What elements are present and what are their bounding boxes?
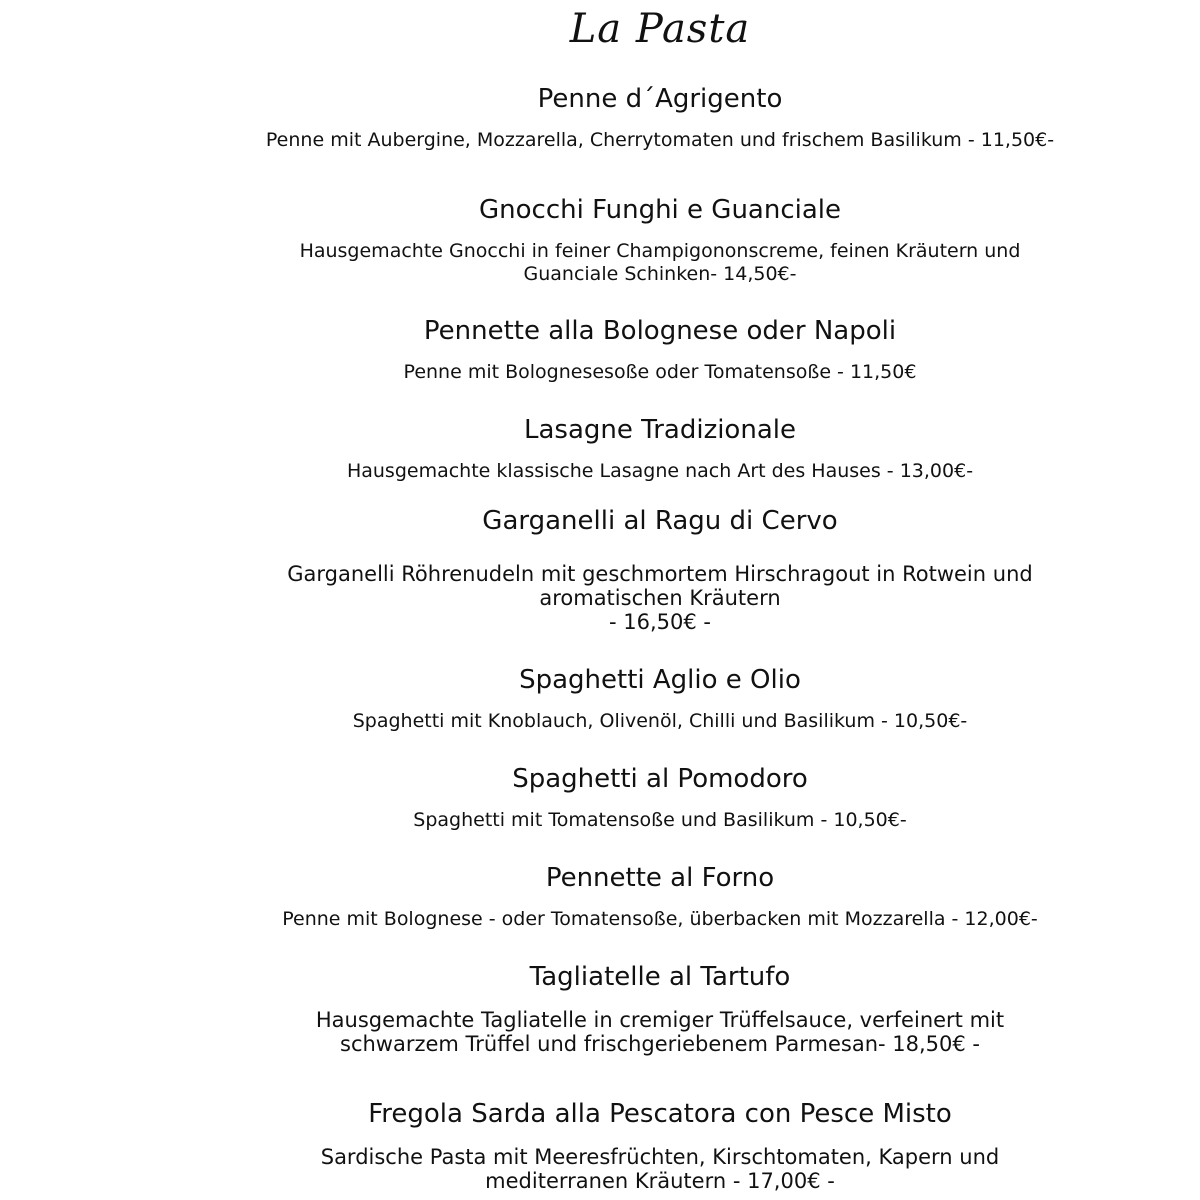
dish-description: [60, 1008, 1200, 1056]
dish-name: Fregola Sarda alla Pescatora con Pesce Misto: [368, 1099, 952, 1129]
dish-description: [60, 361, 1200, 384]
dish-description: [60, 562, 1200, 634]
dish-name: Tagliatelle al Tartufo: [529, 962, 791, 992]
dish-description-line: Garganelli Röhrenudeln mit geschmortem Hirschragout in Rotwein und: [287, 562, 1033, 586]
dish-name: Garganelli al Ragu di Cervo: [482, 506, 838, 536]
dish-description: [60, 129, 1200, 152]
dish-description: [60, 710, 1200, 733]
dish-name: Gnocchi Funghi e Guanciale: [478, 195, 842, 225]
dish-description: [60, 908, 1200, 931]
dish-description-line: Spaghetti mit Knoblauch, Olivenöl, Chilli und Basilikum - 10,50€-: [352, 710, 968, 732]
dish-description-line: aromatischen Kräutern: [539, 586, 781, 610]
dish-description: [60, 1145, 1200, 1193]
dish-name: Pennette al Forno: [545, 863, 775, 893]
dish-name: Spaghetti al Pomodoro: [512, 764, 808, 794]
dish-name: Lasagne Tradizionale: [524, 415, 796, 445]
dish-description-line: mediterranen Kräutern - 17,00€ -: [485, 1169, 835, 1193]
dish-name: Pennette alla Bolognese oder Napoli: [423, 316, 897, 346]
dish-description-line: Penne mit Bolognese - oder Tomatensoße, überbacken mit Mozzarella - 12,00€-: [282, 908, 1038, 930]
dish-description-line: Penne mit Bolognesesoße oder Tomatensoße - 11,50€: [403, 361, 917, 383]
dish-description: [60, 460, 1200, 483]
dish-description-line: Hausgemachte klassische Lasagne nach Art des Hauses - 13,00€-: [346, 460, 974, 482]
page-title: La Pasta: [569, 6, 751, 52]
dish-description: [60, 809, 1200, 832]
dish-description-line: Hausgemachte Gnocchi in feiner Champigononscreme, feinen Kräutern und: [299, 240, 1021, 262]
dish-description-line: Hausgemachte Tagliatelle in cremiger Trüffelsauce, verfeinert mit: [315, 1008, 1005, 1032]
dish-description-line: Sardische Pasta mit Meeresfrüchten, Kirschtomaten, Kapern und: [320, 1145, 1000, 1169]
dish-name: Spaghetti Aglio e Olio: [519, 665, 801, 695]
dish-description-line: - 16,50€ -: [609, 610, 711, 634]
dish-description-line: schwarzem Trüffel und frischgeriebenem Parmesan- 18,50€ -: [340, 1032, 980, 1056]
dish-description-line: Guanciale Schinken- 14,50€-: [523, 263, 797, 285]
dish-description-line: Penne mit Aubergine, Mozzarella, Cherrytomaten und frischem Basilikum - 11,50€-: [265, 129, 1055, 151]
dish-name: Penne d´Agrigento: [537, 84, 783, 114]
dish-description-line: Spaghetti mit Tomatensoße und Basilikum - 10,50€-: [413, 809, 907, 831]
dish-description: [60, 240, 1200, 286]
